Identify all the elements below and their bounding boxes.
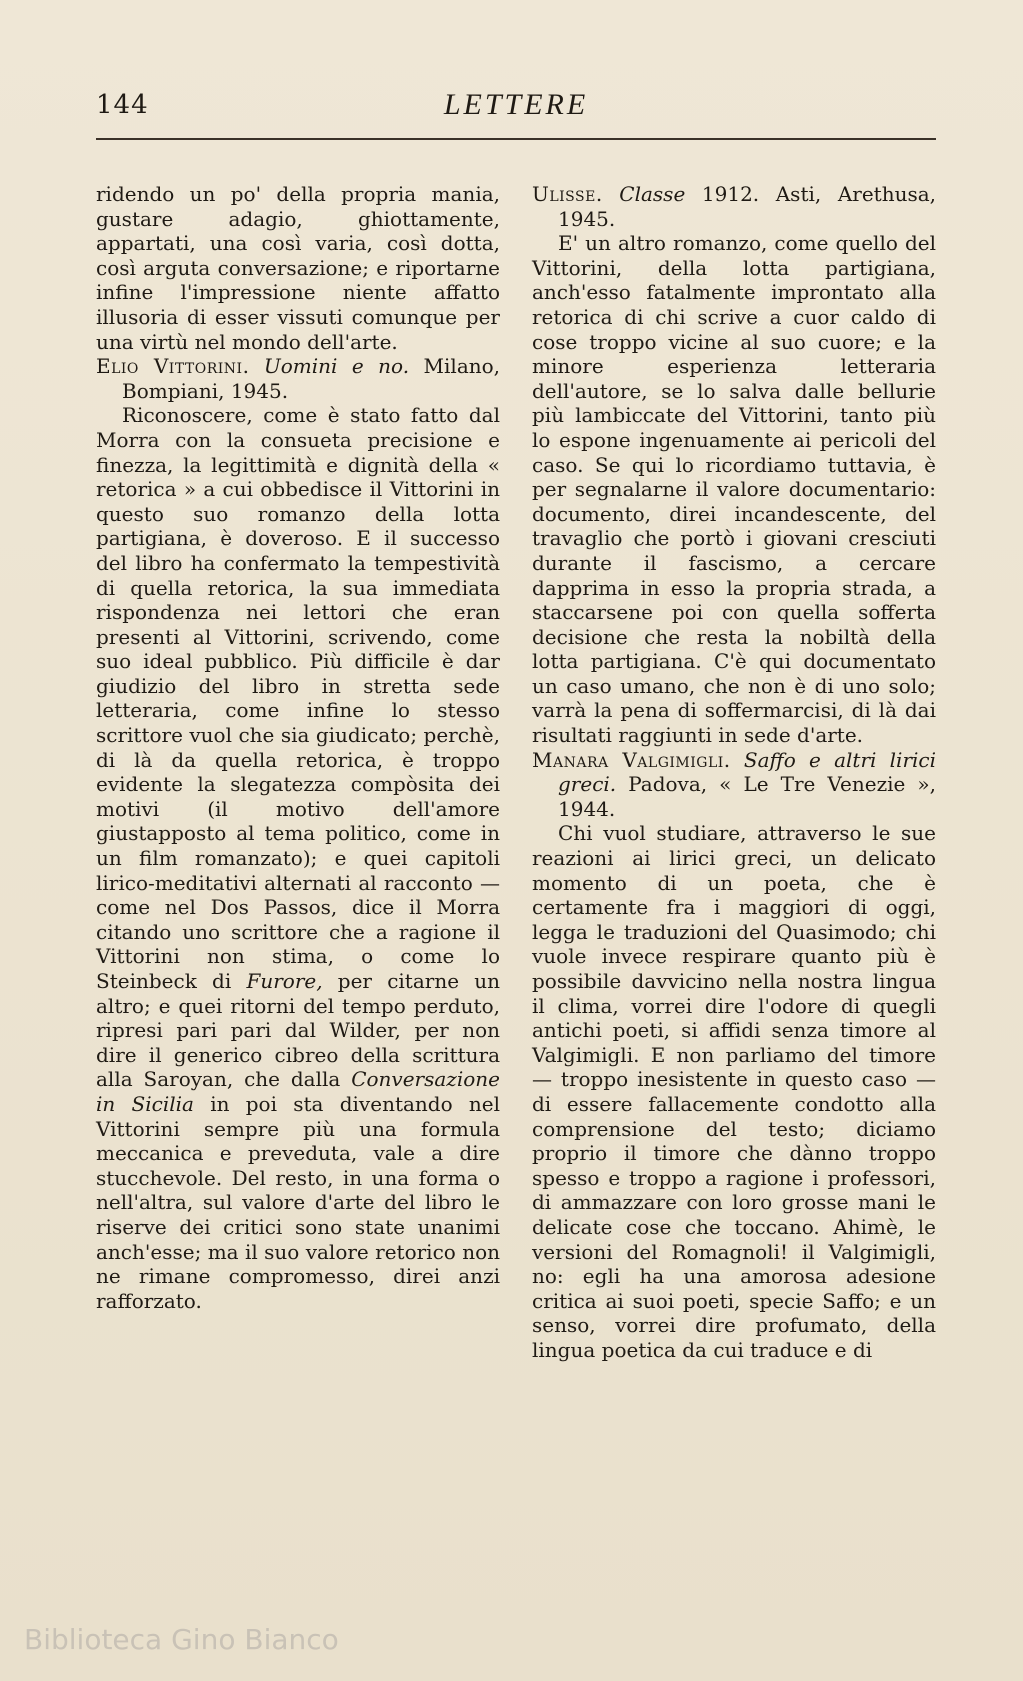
paragraph-text: per citarne un altro; e quei ritorni del tempo perduto, ripresi pari pari dal Wilder, per non dire il generico cibreo della scrittura alla Saroyan, che dalla — [96, 969, 501, 1092]
review-entry-heading — [96, 354, 500, 403]
review-title: Saffo e altri lirici greci. — [558, 747, 937, 797]
review-entry-heading — [532, 748, 936, 822]
review-title: Uomini e no. — [263, 354, 410, 379]
page-number: 144 — [96, 90, 149, 120]
left-column — [96, 182, 500, 1313]
paragraph: E' un altro romanzo, come quello del Vittorini, della lotta partigiana, anch'esso fatalmente improntato alla retorica di chi scrive a cuor caldo di cose troppo vicine al suo cuore; e la minore esperienza letteraria dell'autore, se lo salva dalle bellurie più lambiccate del Vittorini, tanto più lo espone ingenuamente ai pericoli del caso. Se qui lo ricordiamo tuttavia, è per segnalarne il valore documentario: documento, direi incandescente, del travaglio che portò i giovani cresciuti durante il fascismo, a cercare dapprima in esso la propria strada, a staccarsene poi con quella sofferta decisione che resta la nobiltà della lotta partigiana. C'è qui documentato un caso umano, che non è di uno solo; varrà la pena di soffermarcisi, di là dai risultati raggiunti in sede d'arte. — [532, 231, 936, 748]
running-title: LETTERE — [443, 88, 589, 121]
paragraph-text: in poi sta diventando nel Vittorini sempre più una formula meccanica e preveduta, vale a dire stucchevole. Del resto, in una forma o nell'altra, sul valore d'arte del libro le riserve dei critici sono state unanimi anch'esse; ma il suo valore retorico non ne rimane compromesso, direi anzi rafforzato. — [96, 1091, 501, 1313]
right-column — [532, 182, 936, 1363]
paragraph-text: Riconoscere, come è stato fatto dal Morra con la consueta precisione e finezza, la legittimità e dignità della « retorica » a cui obbedisce il Vittorini in questo suo romanzo della lotta partigiana, è doveroso. E il successo del libro ha confermato la tempestività di quella retorica, la sua immediata rispondenza nei lettori che eran presenti al Vittorini, scrivendo, come suo ideal pubblico. Più difficile è dar giudizio del libro in stretta sede letteraria, come infine lo stesso scrittore vuol che sia giudicato; perchè, di là da quella retorica, è troppo evidente la slegatezza compòsita dei motivi (il motivo dell'amore giustapposto al tema politico, come in un film romanzato); e quei capitoli lirico-meditativi alternati al racconto — come nel Dos Passos, dice il Morra citando uno scrittore che a ragione il Vittorini non stima, o come lo Steinbeck di — [96, 403, 500, 993]
watermark: Biblioteca Gino Bianco — [24, 1623, 339, 1656]
page-header — [96, 84, 936, 144]
paragraph: ridendo un po' della propria mania, gustare adagio, ghiottamente, appartati, una così varia, così dotta, così arguta conversazione; e riportarne infine l'impressione niente affatto illusoria di esser vissuti comunque per una virtù nel mondo dell'arte. — [96, 182, 500, 354]
review-author: Ulisse. — [532, 182, 603, 206]
paragraph — [96, 403, 500, 1313]
review-publisher: Milano, Bompiani, 1945. — [122, 354, 501, 403]
review-publisher: 1912. Asti, Arethusa, 1945. — [558, 182, 937, 231]
review-title: Classe — [619, 182, 686, 206]
header-rule — [96, 138, 936, 140]
review-author: Manara Valgimigli. — [532, 747, 731, 772]
paragraph: Chi vuol studiare, attraverso le sue reazioni ai lirici greci, un delicato momento di un poeta, che è certamente fra i maggiori di oggi, legga le traduzioni del Quasimodo; chi vuole invece respirare quanto più è possibile davvicino nella nostra lingua il clima, vorrei dire l'odore di quegli antichi poeti, si affidi senza timore al Valgimigli. E non parliamo del timore — troppo inesistente in questo caso — di essere fallacemente condotto alla comprensione del testo; diciamo proprio il timore che dànno troppo spesso e troppo a ragione i professori, di ammazzare con loro grosse mani le delicate cose che toccano. Ahimè, le versioni del Romagnoli! il Valgimigli, no: egli ha una amorosa adesione critica ai suoi poeti, specie Saffo; e un senso, vorrei dire profumato, della lingua poetica da cui traduce e di — [532, 821, 936, 1362]
book-title: Furore, — [246, 969, 323, 993]
review-author: Elio Vittorini. — [96, 354, 250, 379]
review-entry-heading — [532, 182, 936, 231]
book-title: Conversazione in Sicilia — [96, 1067, 500, 1116]
review-publisher: Padova, « Le Tre Venezie », 1944. — [558, 772, 937, 821]
